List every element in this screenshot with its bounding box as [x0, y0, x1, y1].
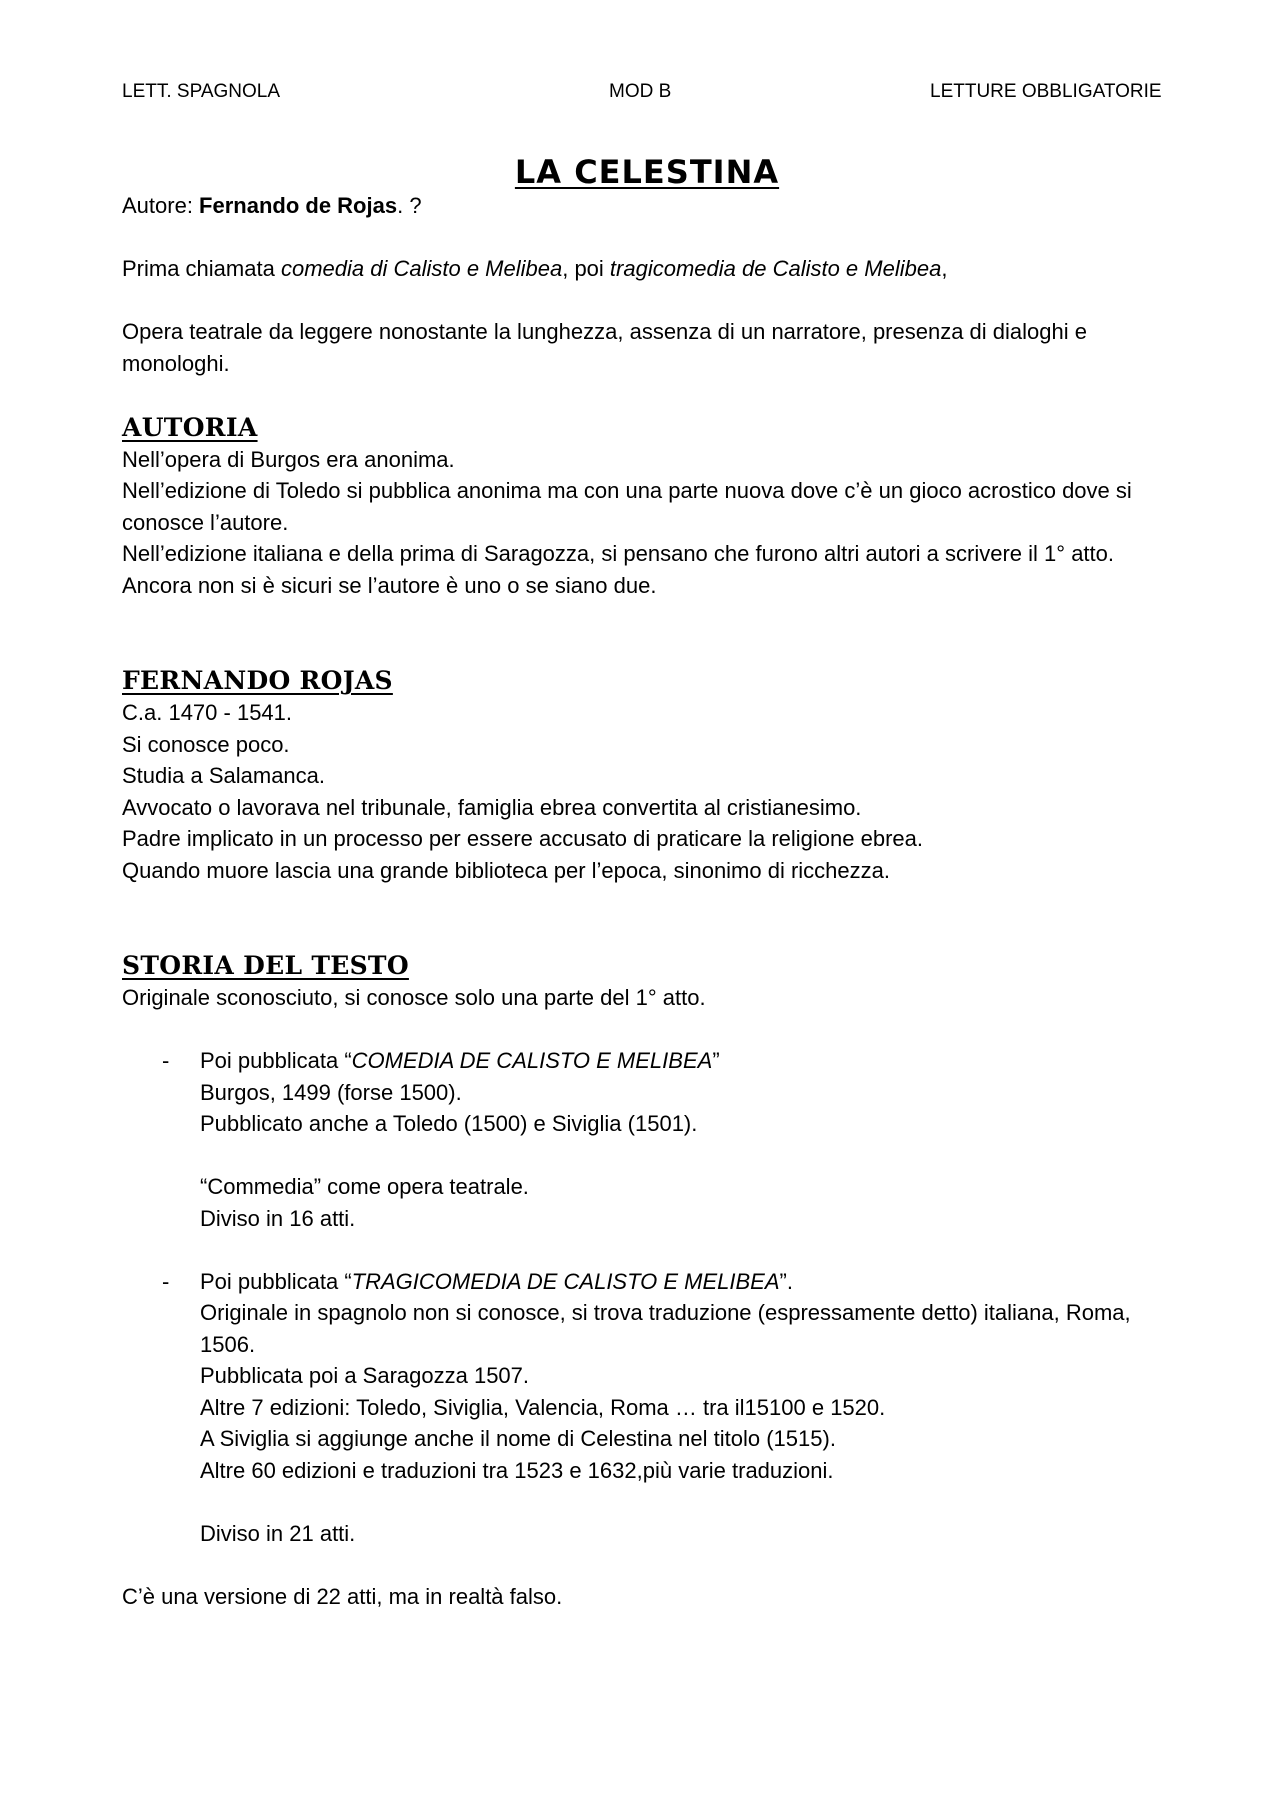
author-name: Fernando de Rojas [199, 193, 398, 218]
header-right: LETTURE OBBLIGATORIE [930, 81, 1162, 102]
author-line: Autore: Fernando de Rojas. ? [122, 193, 422, 218]
section-heading-autoria: AUTORIA [122, 412, 258, 442]
rojas-line: Studia a Salamanca. [122, 763, 326, 788]
storia-intro: Originale sconosciuto, si conosce solo una parte del 1° atto. [122, 985, 706, 1010]
rojas-line: Quando muore lascia una grande biblioteca per l’epoca, sinonimo di ricchezza. [122, 857, 891, 883]
header-center: MOD B [609, 81, 672, 102]
rojas-line: Si conosce poco. [122, 731, 290, 757]
autoria-line: Nell’opera di Burgos era anonima. [122, 446, 455, 472]
document-body [122, 150, 1172, 1612]
list-item-line: Pubblicato anche a Toledo (1500) e Siviglia (1501). [200, 1111, 698, 1136]
header-left: LETT. SPAGNOLA [122, 81, 281, 102]
list-item-line: A Siviglia si aggiunge anche il nome di Celestina nel titolo (1515). [200, 1426, 836, 1451]
closing-line: C’è una versione di 22 atti, ma in realtà falso. [122, 1583, 563, 1609]
rojas-line: Avvocato o lavorava nel tribunale, famiglia ebrea convertita al cristianesimo. [122, 794, 862, 820]
intro-paragraph-1: Prima chiamata comedia di Calisto e Melibea, poi tragicomedia de Calisto e Melibea, [122, 256, 948, 281]
list-item-line: “Commedia” come opera teatrale. [200, 1174, 529, 1199]
rojas-line: C.a. 1470 - 1541. [122, 700, 293, 725]
section-heading-rojas: FERNANDO ROJAS [122, 666, 393, 695]
list-item-line: Diviso in 16 atti. [200, 1205, 356, 1231]
list-item-line: Burgos, 1499 (forse 1500). [200, 1079, 462, 1105]
bullet-dash: - [162, 1268, 170, 1294]
intro-paragraph-2: Opera teatrale da leggere nonostante la lunghezza, assenza di un narratore, presenza di dialoghi e monologhi. [122, 319, 1087, 376]
bullet-dash: - [162, 1048, 170, 1073]
list-item-line: Diviso in 21 atti. [200, 1520, 356, 1546]
rojas-line: Padre implicato in un processo per essere accusato di praticare la religione ebrea. [122, 826, 923, 851]
autoria-line: Nell’edizione di Toledo si pubblica anonima ma con una parte nuova dove c’è un gioco acrostico dove si conosce l’autore. [122, 478, 1132, 535]
list-item-tragicomedia: - Poi pubblicata “TRAGICOMEDIA DE CALISTO E MELIBEA”. [122, 1266, 1172, 1298]
page-title: LA CELESTINA [514, 153, 780, 191]
list-item-line: Altre 60 edizioni e traduzioni tra 1523 e 1632,più varie traduzioni. [200, 1457, 834, 1483]
list-item-line: Altre 7 edizioni: Toledo, Siviglia, Valencia, Roma … tra il15100 e 1520. [200, 1394, 886, 1420]
list-item-comedia: - Poi pubblicata “COMEDIA DE CALISTO E MELIBEA” [122, 1045, 1172, 1077]
list-item-line: Pubblicata poi a Saragozza 1507. [200, 1363, 530, 1388]
autoria-line: Ancora non si è sicuri se l’autore è uno o se siano due. [122, 572, 657, 598]
autoria-line: Nell’edizione italiana e della prima di Saragozza, si pensano che furono altri autori a scrivere il 1° atto. [122, 541, 1114, 566]
list-item-line: Originale in spagnolo non si conosce, si trova traduzione (espressamente detto) italiana, Roma, 1506. [200, 1300, 1131, 1357]
section-heading-storia: STORIA DEL TESTO [122, 951, 409, 980]
